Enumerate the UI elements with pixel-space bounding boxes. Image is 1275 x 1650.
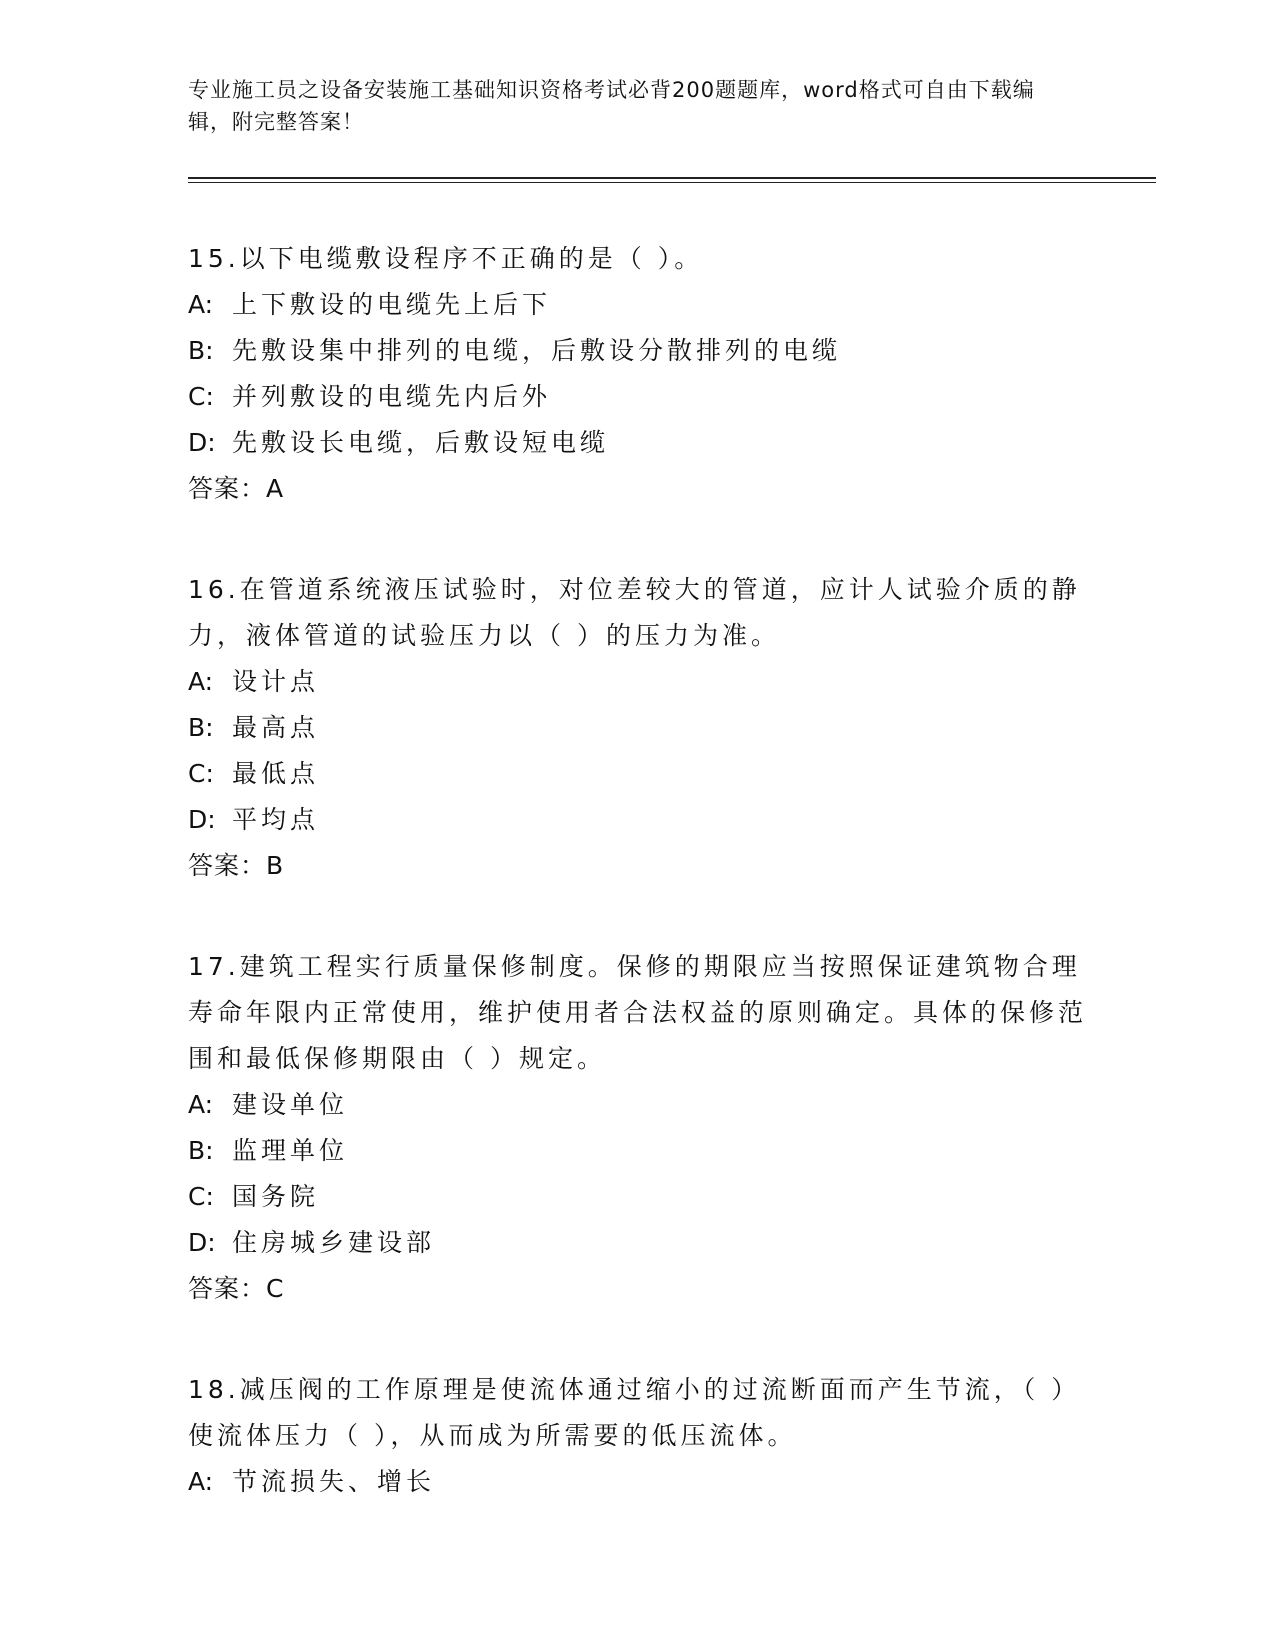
answer-label: 答案：A xyxy=(188,474,285,503)
question-17 xyxy=(188,944,1088,1312)
question-16 xyxy=(188,567,1088,889)
document-header: 专业施工员之设备安装施工基础知识资格考试必背200题题库，word格式可自由下载编辑，附完整答案！ xyxy=(188,78,1035,134)
option-text: 国务院 xyxy=(232,1182,320,1211)
option-text: 先敷设集中排列的电缆，后敷设分散排列的电缆 xyxy=(232,336,842,365)
option-text: 先敷设长电缆，后敷设短电缆 xyxy=(232,428,610,457)
option-text: 监理单位 xyxy=(232,1136,349,1165)
answer-label: 答案：C xyxy=(188,1274,285,1303)
option-a xyxy=(188,1082,1088,1128)
question-18 xyxy=(188,1367,1088,1505)
question-stem: 16.在管道系统液压试验时，对位差较大的管道，应计人试验介质的静力，液体管道的试验压力以（ ）的压力为准。 xyxy=(188,575,1081,650)
option-c xyxy=(188,1174,1088,1220)
option-key: A: xyxy=(188,1090,214,1119)
option-key: B: xyxy=(188,1136,214,1165)
option-a xyxy=(188,659,1088,705)
option-key: A: xyxy=(188,1467,214,1496)
option-text: 住房城乡建设部 xyxy=(232,1228,436,1257)
question-stem: 18.减压阀的工作原理是使流体通过缩小的过流断面而产生节流，（ ）使流体压力（ ），从而成为所需要的低压流体。 xyxy=(188,1375,1081,1450)
option-key: A: xyxy=(188,290,214,319)
question-stem: 15.以下电缆敷设程序不正确的是（ ）。 xyxy=(188,244,704,273)
option-key: D: xyxy=(188,428,216,457)
option-a xyxy=(188,1459,1088,1505)
option-d xyxy=(188,420,1088,466)
option-text: 平均点 xyxy=(232,805,320,834)
option-b xyxy=(188,705,1088,751)
option-d xyxy=(188,1220,1088,1266)
option-text: 并列敷设的电缆先内后外 xyxy=(232,382,552,411)
option-b xyxy=(188,328,1088,374)
answer-label: 答案：B xyxy=(188,851,285,880)
option-c xyxy=(188,751,1088,797)
option-c xyxy=(188,374,1088,420)
option-text: 最低点 xyxy=(232,759,320,788)
option-key: C: xyxy=(188,382,214,411)
header-divider xyxy=(188,177,1156,179)
option-key: C: xyxy=(188,1182,214,1211)
option-key: C: xyxy=(188,759,214,788)
option-text: 设计点 xyxy=(232,667,320,696)
option-key: A: xyxy=(188,667,214,696)
option-a xyxy=(188,282,1088,328)
option-text: 上下敷设的电缆先上后下 xyxy=(232,290,552,319)
option-d xyxy=(188,797,1088,843)
question-list xyxy=(188,236,1088,1560)
option-key: B: xyxy=(188,713,214,742)
question-stem: 17.建筑工程实行质量保修制度。保修的期限应当按照保证建筑物合理寿命年限内正常使用，维护使用者合法权益的原则确定。具体的保修范围和最低保修期限由（ ）规定。 xyxy=(188,952,1088,1073)
option-text: 节流损失、增长 xyxy=(232,1467,436,1496)
question-15 xyxy=(188,236,1088,512)
option-key: D: xyxy=(188,805,216,834)
header-divider-thin xyxy=(188,182,1156,183)
option-text: 最高点 xyxy=(232,713,320,742)
option-key: B: xyxy=(188,336,214,365)
option-key: D: xyxy=(188,1228,216,1257)
option-b xyxy=(188,1128,1088,1174)
option-text: 建设单位 xyxy=(232,1090,349,1119)
